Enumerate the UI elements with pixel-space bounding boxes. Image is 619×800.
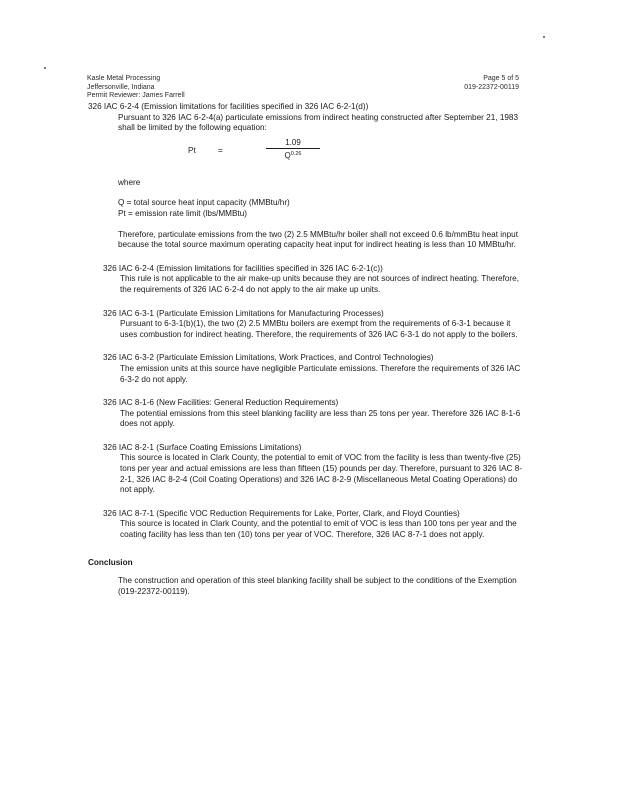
equation-numerator: 1.09 (285, 137, 301, 147)
equation-denominator-wrap (266, 150, 320, 160)
where-label: where (118, 177, 141, 187)
equation-exponent: 0.26 (290, 150, 302, 157)
section-intro: Pursuant to 326 IAC 6-2-4(a) particulate emissions from indirect heating constructed after September 21, 1983 shall be limited by the following equation: (118, 112, 519, 133)
fraction-bar (266, 148, 320, 149)
header-left (87, 75, 185, 101)
rule-title: 326 IAC 6-2-4 (Emission limitations for facilities specified in 326 IAC 6-2-1(c)) (103, 263, 383, 273)
rule-body: The emission units at this source have negligible Particulate emissions. Therefore the requirements of 326 IAC 6-3-2 do not apply. (120, 363, 521, 384)
equation-fraction (266, 138, 320, 160)
equation-equals: = (218, 145, 223, 155)
rule-body: This source is located in Clark County, the potential to emit of VOC from the facility is less than twenty-five (25) tons per year and actual emissions are less than fifteen (15) pounds per day. Therefore, pursuant to 326 IAC 8-2-1, 326 IAC 8-2-4 (Coil Coating Operations) and 326 IAC 8-2-9 (Miscellaneous Metal Coating Operations) do not apply. (120, 453, 523, 495)
rule-title: 326 IAC 8-2-1 (Surface Coating Emissions Limitations) (103, 442, 302, 452)
equation-denominator: Q (284, 150, 291, 160)
header-right (464, 75, 519, 92)
conclusion-body: The construction and operation of this steel blanking facility shall be subject to the conditions of the Exemption (019-22372-00119). (118, 576, 517, 596)
rule-body: Pursuant to 6-3-1(b)(1), the two (2) 2.5 MMBtu boilers are exempt from the requirements of 6-3-1 because it uses combustion for indirect heating. Therefore, the requirements of 326 IAC 6-3-1 do not apply to the boilers. (120, 319, 518, 339)
section-conclusion-text: Therefore, particulate emissions from the two (2) 2.5 MMBtu/hr boiler shall not exceed 0.6 lb/mmBtu heat input because the total source maximum operating capacity heat input for indirect heating is less than 10 MMBtu/hr. (118, 229, 519, 250)
definition-pt: Pt = emission rate limit (lbs/MMBtu) (118, 208, 247, 218)
rule-block (88, 309, 528, 341)
rule-block (88, 398, 528, 430)
definition-q: Q = total source heat input capacity (MMBtu/hr) (118, 198, 290, 208)
rule-title: 326 IAC 6-3-1 (Particulate Emission Limitations for Manufacturing Processes) (103, 308, 384, 318)
rule-body: This source is located in Clark County, and the potential to emit of VOC is less than 100 tons per year and the coating facility has less than ten (10) tons per year of VOC. Therefore, 326 IAC 8-7-1 does not apply. (120, 519, 517, 540)
rule-block (88, 509, 528, 541)
rule-block (88, 353, 528, 385)
rule-block (88, 264, 528, 296)
rule-body: This rule is not applicable to the air make-up units because they are not sources of indirect heating. Therefore, the requirements of 326 IAC 6-2-4 do not apply to the air make up units. (120, 274, 519, 294)
header-reviewer: Permit Reviewer: James Farrell (87, 92, 185, 99)
header-page-number: Page 5 of 5 (483, 75, 519, 82)
header-company: Kasle Metal Processing (87, 75, 161, 82)
equation-lhs: Pt (188, 145, 196, 155)
rule-body: The potential emissions from this steel blanking facility are less than 25 tons per year. Therefore 326 IAC 8-1-6 does not apply. (120, 408, 521, 429)
scan-speck (44, 67, 46, 69)
rule-title: 326 IAC 8-7-1 (Specific VOC Reduction Requirements for Lake, Porter, Clark, and Floyd Counties) (103, 508, 460, 518)
header-location: Jeffersonville, Indiana (87, 83, 155, 91)
emission-equation (88, 138, 528, 168)
header-permit-number: 019-22372-00119 (464, 83, 519, 91)
section-heading-6-2-4: 326 IAC 6-2-4 (Emission limitations for facilities specified in 326 IAC 6-2-1(d)) (88, 102, 369, 111)
rule-block (88, 443, 528, 496)
document-body (88, 102, 528, 597)
rule-title: 326 IAC 6-3-2 (Particulate Emission Limitations, Work Practices, and Control Technologies) (103, 353, 434, 363)
scan-speck (543, 36, 545, 38)
conclusion-heading: Conclusion (88, 557, 133, 567)
rule-title: 326 IAC 8-1-6 (New Facilities: General Reduction Requirements) (103, 398, 339, 408)
